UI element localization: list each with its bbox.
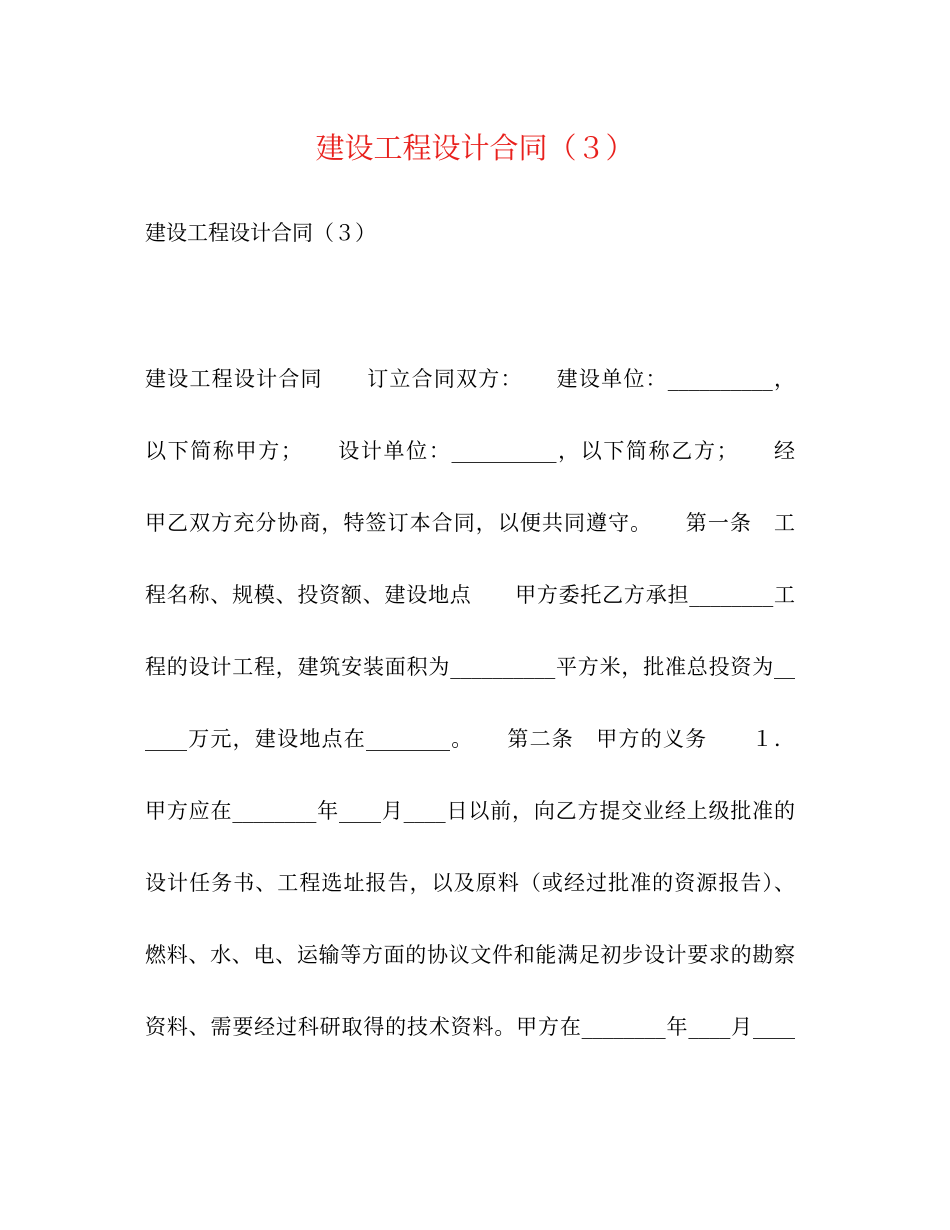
document-title: 建设工程设计合同（３） — [315, 131, 635, 165]
body-line: 甲乙双方充分协商，特签订本合同，以便共同遵守。 第一条 工 — [145, 511, 795, 535]
body-line: 设计任务书、工程选址报告，以及原料（或经过批准的资源报告）、 — [145, 871, 795, 895]
document-subtitle: 建设工程设计合同（３） — [145, 221, 376, 245]
body-line: 甲方应在________年____月____日以前，向乙方提交业经上级批准的 — [145, 799, 795, 823]
body-line: 程的设计工程，建筑安装面积为__________平方米，批准总投资为__ — [145, 655, 795, 679]
body-line: 以下简称甲方； 设计单位：__________，以下简称乙方； 经 — [145, 439, 795, 463]
body-line: ____万元，建设地点在________。 第二条 甲方的义务 １． — [145, 727, 795, 751]
body-line: 建设工程设计合同 订立合同双方： 建设单位：__________， — [145, 367, 795, 391]
body-line: 燃料、水、电、运输等方面的协议文件和能满足初步设计要求的勘察 — [145, 943, 795, 967]
body-line: 程名称、规模、投资额、建设地点 甲方委托乙方承担________工 — [145, 583, 795, 607]
body-line: 资料、需要经过科研取得的技术资料。甲方在________年____月____ — [145, 1015, 795, 1039]
